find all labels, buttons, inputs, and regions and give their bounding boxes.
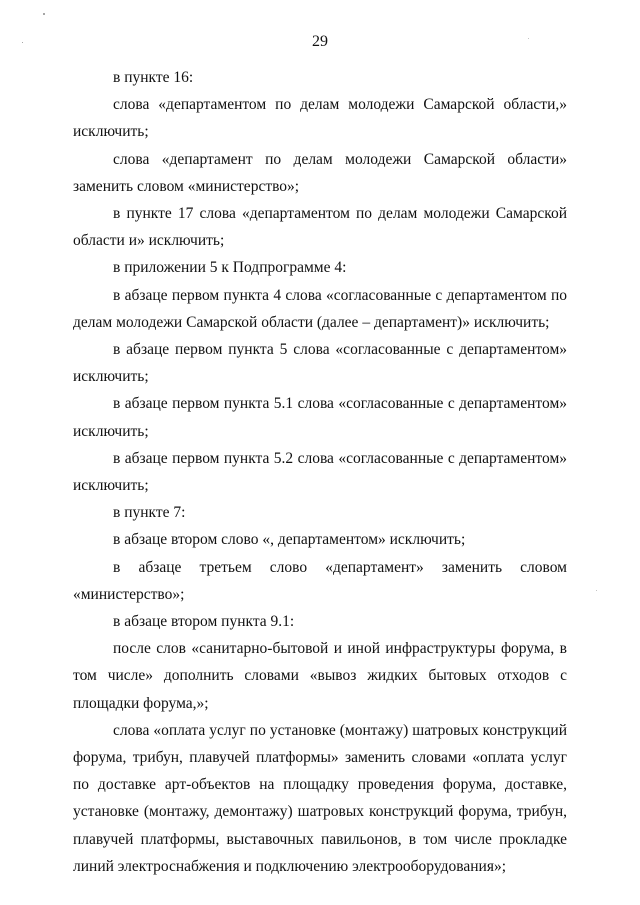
paragraph-second-abzac: в абзаце втором слово «, департаментом» исключить; [113,531,466,549]
paragraph-third-abzac: в абзаце третьем слово «департамент» заменить словом «министерство»; [73,558,567,603]
paragraph-exclude-words: слова «департаментом по делам молодежи Самарской области,» исключить; [73,96,567,141]
paragraph-replace-services: слова «оплата услуг по установке (монтажу) шатровых конструкций форума, трибун, плавучей платформы» заменить словами «оплата услуг по доставке арт-объектов на площадку проведения форума, доставке, установке (монтажу, демонтажу) шатровых конструкций форума, трибун, плавучей платформы, выставочных павильонов, в том числе прокладке линий электроснабжения и подключению электрооборудования»; [73,721,567,875]
paragraph-point-16: в пункте 16: [113,69,194,86]
scan-speck [43,13,45,15]
document-body [73,64,567,880]
paragraph-point-9-1: в абзаце втором пункта 9.1: [113,613,295,631]
paragraph-add-words: после слов «санитарно-бытовой и иной инфраструктуры форума, в том числе» дополнить словами «вывоз жидких бытовых отходов с площадки форума,»; [73,640,567,712]
paragraph-point-5: в абзаце первом пункта 5 слова «согласованные с департаментом» исключить; [73,341,567,386]
paragraph-point-17: в пункте 17 слова «департаментом по делам молодежи Самарской области и» исключить; [73,205,567,250]
paragraph-point-4: в абзаце первом пункта 4 слова «согласованные с департаментом по делам молодежи Самарской области (далее – департамент)» исключить; [73,286,567,331]
page-number: 29 [312,33,328,50]
paragraph-replace-words: слова «департамент по делам молодежи Самарской области» заменить словом «министерство»; [73,150,567,195]
paragraph-appendix-5: в приложении 5 к Подпрограмме 4: [113,259,347,277]
scan-speck [596,590,597,591]
paragraph-point-5-1: в абзаце первом пункта 5.1 слова «согласованные с департаментом» исключить; [73,395,567,440]
paragraph-point-5-2: в абзаце первом пункта 5.2 слова «согласованные с департаментом» исключить; [73,449,567,495]
paragraph-point-7: в пункте 7: [113,504,186,522]
